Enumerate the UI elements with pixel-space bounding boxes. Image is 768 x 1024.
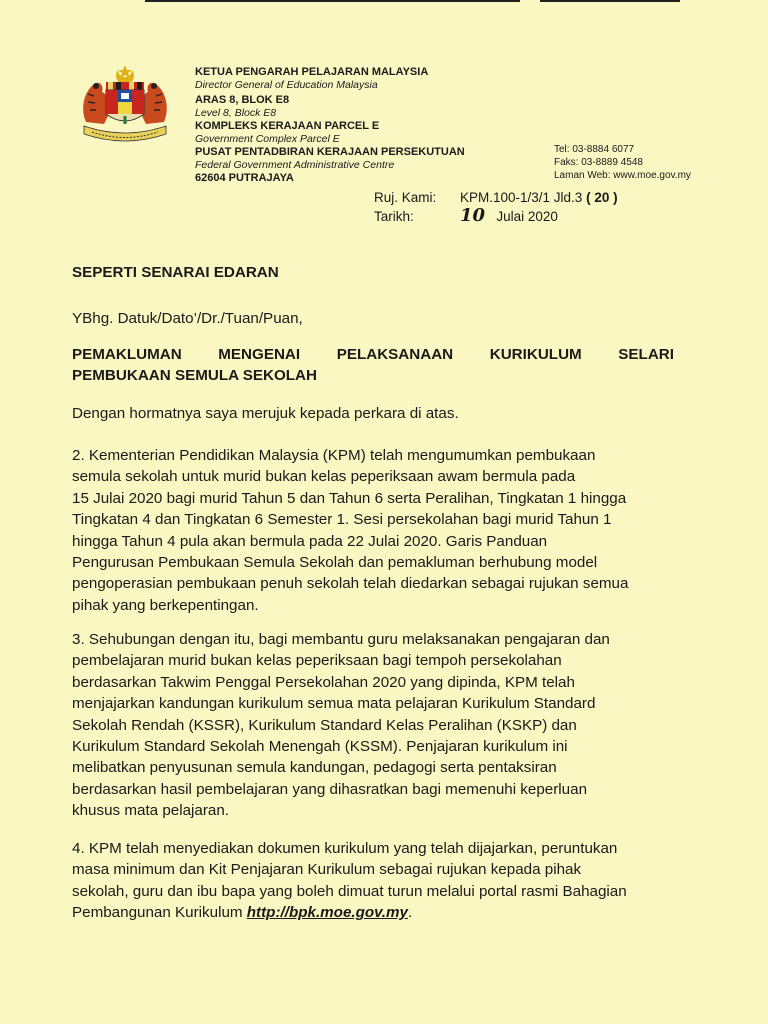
subject-word: SELARI: [618, 346, 674, 363]
bpk-portal-link[interactable]: http://bpk.moe.gov.my: [246, 904, 408, 922]
paragraph-2: [72, 445, 678, 616]
coat-of-arms-logo: [78, 64, 172, 144]
ruj-label: Ruj. Kami:: [374, 190, 437, 205]
paragraph-line: melibatkan penyusunan semula kandungan, pedagogi serta pentaksiran: [72, 759, 557, 777]
opening-paragraph: Dengan hormatnya saya merujuk kepada perkara di atas.: [72, 405, 459, 422]
paragraph-line: pembelajaran murid bukan kelas peperiksaan bagi tempoh persekolahan: [72, 652, 562, 670]
paragraph-4: [72, 838, 678, 924]
letterhead-level-en: Level 8, Block E8: [195, 107, 277, 119]
paragraph-line: masa minimum dan Kit Penjajaran Kurikulum sebagai rujukan kepada pihak: [72, 861, 582, 879]
paragraph-line: berdasarkan hasil pembelajaran yang dihasratkan bagi memenuhi keperluan: [72, 780, 588, 798]
letterhead-title: KETUA PENGARAH PELAJARAN MALAYSIA: [195, 66, 429, 78]
scan-edge-line: [145, 0, 520, 2]
paragraph-3: [72, 629, 678, 822]
letterhead-centre: PUSAT PENTADBIRAN KERAJAAN PERSEKUTUAN: [195, 146, 465, 158]
letterhead-postcode: 62604 PUTRAJAYA: [195, 172, 294, 184]
paragraph-text: Pembangunan Kurikulum: [72, 904, 243, 922]
paragraph-line: Sekolah Rendah (KSSR), Kurikulum Standard Kelas Peralihan (KSKP) dan: [72, 716, 577, 734]
subject-line-2: PEMBUKAAN SEMULA SEKOLAH: [72, 367, 317, 385]
paragraph-line: 2. Kementerian Pendidikan Malaysia (KPM) telah mengumumkan pembukaan: [72, 447, 596, 464]
subject-word: MENGENAI: [218, 346, 301, 363]
paragraph-line: 4. KPM telah menyediakan dokumen kurikulum yang telah dijajarkan, peruntukan: [72, 840, 618, 857]
subject-word: KURIKULUM: [489, 346, 582, 363]
ruj-value: KPM.100-1/3/1 Jld.3: [460, 190, 583, 205]
date-day-handwritten: 10: [460, 205, 486, 226]
letterhead-centre-en: Federal Government Administrative Centre: [195, 159, 395, 171]
paragraph-line: Pengurusan Pembukaan Semula Sekolah dan pemakluman berhubung model: [72, 554, 598, 572]
subject: [72, 344, 674, 387]
contact-fax: Faks: 03-8889 4548: [554, 157, 643, 168]
date-line: [374, 205, 558, 226]
paragraph-line-last: [72, 902, 678, 923]
paragraph-line: 15 Julai 2020 bagi murid Tahun 5 dan Tahun 6 serta Peralihan, Tingkatan 1 hingga: [72, 489, 627, 507]
paragraph-line: Kurikulum Standard Sekolah Menengah (KSSM). Penjajaran kurikulum ini: [72, 738, 568, 756]
paragraph-line: berdasarkan Takwim Penggal Persekolahan 2020 yang dipinda, KPM telah: [72, 673, 575, 691]
paragraph-line: Tingkatan 4 dan Tingkatan 6 Semester 1. Sesi persekolahan bagi murid Tahun 1: [72, 511, 612, 529]
letterhead-title-en: Director General of Education Malaysia: [195, 79, 378, 91]
paragraph-period: .: [407, 904, 413, 922]
paragraph-line: pengoperasian pembukaan penuh sekolah telah diedarkan sebagai rujukan semua: [72, 575, 629, 593]
contact-tel: Tel: 03-8884 6077: [554, 144, 635, 155]
paragraph-line: 3. Sehubungan dengan itu, bagi membantu guru melaksanakan pengajaran dan: [72, 631, 610, 648]
letterhead-complex: KOMPLEKS KERAJAAN PARCEL E: [195, 120, 380, 132]
ruj-number: ( 20 ): [586, 190, 618, 205]
paragraph-line: sekolah, guru dan ibu bapa yang boleh dimuat turun melalui portal rasmi Bahagian: [72, 882, 627, 900]
paragraph-line: menjajarkan kandungan kurikulum semua mata pelajaran Kurikulum Standard: [72, 695, 596, 713]
letterhead-complex-en: Government Complex Parcel E: [195, 133, 340, 145]
subject-word: PEMAKLUMAN: [72, 346, 182, 363]
subject-word: PELAKSANAAN: [336, 346, 454, 363]
scan-edge-line: [540, 0, 680, 2]
contact-web: Laman Web: www.moe.gov.my: [554, 170, 691, 181]
date-label: Tarikh:: [374, 209, 414, 224]
subject-line-1: [72, 344, 674, 365]
date-month-year: Julai 2020: [496, 209, 558, 224]
paragraph-line: hingga Tahun 4 pula akan bermula pada 22 Julai 2020. Garis Panduan: [72, 532, 548, 550]
paragraph-line: semula sekolah untuk murid bukan kelas peperiksaan awam bermula pada: [72, 468, 576, 486]
reference-line: [374, 190, 618, 205]
salutation: YBhg. Datuk/Dato’/Dr./Tuan/Puan,: [72, 310, 303, 327]
letterhead-level: ARAS 8, BLOK E8: [195, 94, 290, 106]
paragraph-line: pihak yang berkepentingan.: [72, 596, 259, 614]
paragraph-line: khusus mata pelajaran.: [72, 802, 230, 820]
recipient: SEPERTI SENARAI EDARAN: [72, 264, 279, 281]
